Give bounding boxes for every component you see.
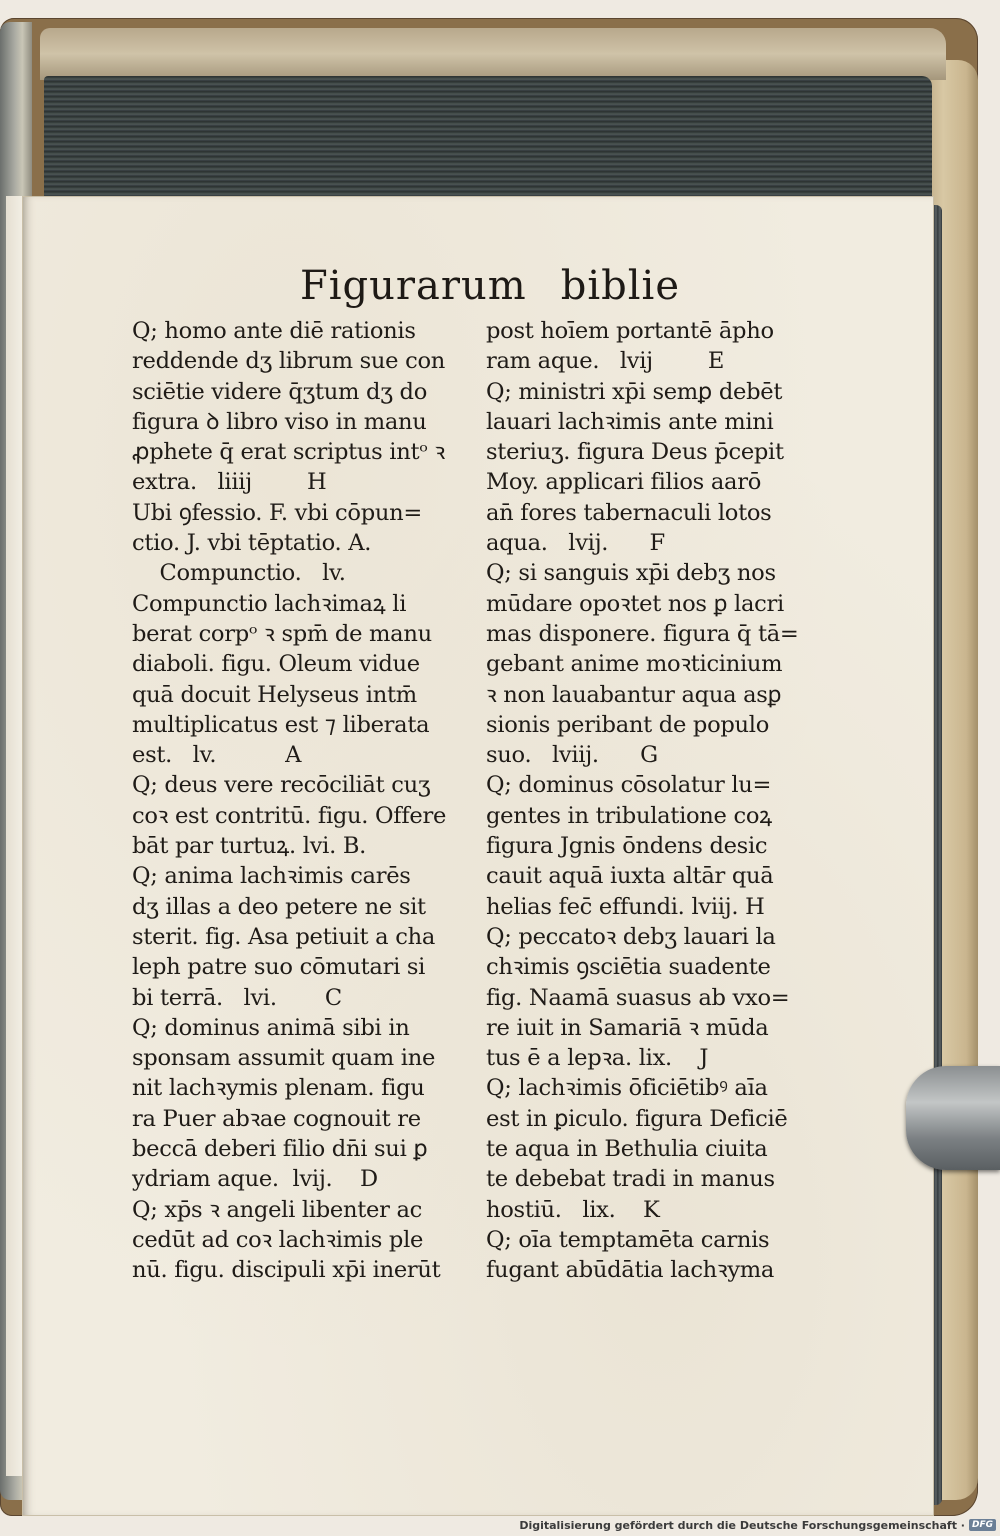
text-line: gentes in tribulatione coꝝ <box>486 802 772 829</box>
text-line: Q; xp̄s ꝛ angeli libenter ac <box>132 1196 422 1223</box>
text-line: te aqua in Bethulia ciuita <box>486 1136 768 1163</box>
text-line: sponsam assumit quam ine <box>132 1045 436 1072</box>
running-head-right: biblie <box>560 263 680 309</box>
left-page-sliver <box>6 196 23 1476</box>
text-line: extra. liiij H <box>132 469 327 496</box>
text-line: berat corpᵒ ꝛ spm̄ de manu <box>132 620 432 647</box>
dfg-logo: DFG <box>969 1519 996 1531</box>
text-line: cauit aquā iuxta altār quā <box>486 863 774 890</box>
text-line: Q; oīa temptamēta carnis <box>486 1226 770 1253</box>
text-line: aqua. lvij. F <box>486 530 665 557</box>
text-line: ydriam aque. lvij. D <box>132 1166 378 1193</box>
text-line: Q; lachꝛimis ōficiētibꝰ aīa <box>486 1075 768 1102</box>
text-line: re iuit in Samariā ꝛ mūda <box>486 1014 769 1041</box>
text-line: leph patre suo cōmutari si <box>132 954 426 981</box>
text-line: helias fec̄ effundi. lviij. H <box>486 893 765 920</box>
footer-credit <box>519 1517 996 1533</box>
text-line: sterit. fig. Asa petiuit a cha <box>132 923 435 950</box>
text-line: Ubi ꝯfessio. F. vbi cōpun= <box>132 499 423 526</box>
text-line: sionis peribant de populo <box>486 711 770 738</box>
text-line: suo. lviij. G <box>486 742 658 769</box>
text-line: Q; si sanguis xp̄i debʒ nos <box>486 560 776 587</box>
text-line: hostiū. lix. K <box>486 1196 660 1223</box>
text-line: fig. Naamā suasus ab vxo= <box>486 984 790 1011</box>
text-line: ram aque. lvij E <box>486 348 725 375</box>
text-line: tus ē a lepꝛa. lix. J <box>486 1045 709 1072</box>
text-line: ra Puer abꝛae cognouit re <box>132 1105 421 1132</box>
text-line: ꝓphete q̄ erat scriptus intᵒ ꝛ <box>132 439 445 466</box>
text-line: ꝛ non lauabantur aqua asꝑ <box>486 681 782 708</box>
text-line: bāt par turtuꝝ. lvi. B. <box>132 833 367 860</box>
text-line: Q; deus vere recōciliāt cuʒ <box>132 772 431 799</box>
text-line: diaboli. figu. Oleum vidue <box>132 651 420 678</box>
text-line: te debebat tradi in manus <box>486 1166 775 1193</box>
right-text-column <box>486 316 799 1286</box>
text-line: reddende dʒ librum sue con <box>132 348 446 375</box>
text-line: Q; dominus cōsolatur lu= <box>486 772 772 799</box>
text-line: post hoīem portantē āpho <box>486 318 774 344</box>
text-line: cedūt ad coꝛ lachꝛimis ple <box>132 1226 424 1253</box>
text-line: chꝛimis ꝯsciētia suadente <box>486 954 771 981</box>
running-head-left: Figurarum <box>300 263 527 309</box>
text-line: figura ꝺ libro viso in manu <box>132 408 427 435</box>
text-line: mūdare opoꝛtet nos ꝑ lacri <box>486 590 784 617</box>
text-line: nū. figu. discipuli xp̄i inerūt <box>132 1257 441 1284</box>
text-line: est in ꝑiculo. figura Deficiē <box>486 1105 788 1132</box>
text-line: beccā deberi filio dn̄i sui ꝑ <box>132 1136 428 1163</box>
running-head <box>300 262 680 310</box>
text-line: Q; peccatoꝛ debʒ lauari la <box>486 923 776 950</box>
text-line: steriuʒ. figura Deus p̄cepit <box>486 439 784 466</box>
text-line: Moy. applicari filios aarō <box>486 469 762 496</box>
text-line: est. lv. A <box>132 742 302 769</box>
page-edges-top <box>44 76 932 196</box>
text-line: an̄ fores tabernaculi lotos <box>486 499 772 526</box>
footer-credit-text: Digitalisierung gefördert durch die Deutsche Forschungsgemeinschaft · <box>519 1518 965 1532</box>
text-line: mas disponere. figura q̄ tā= <box>486 620 799 647</box>
text-line: sciētie videre q̄ʒtum dʒ do <box>132 378 427 405</box>
text-line: ctio. J. vbi tēptatio. A. <box>132 530 372 557</box>
text-line: Compunctio. lv. <box>132 560 346 587</box>
text-line: nit lachꝛymis plenam. figu <box>132 1075 425 1102</box>
text-line: dʒ illas a deo petere ne sit <box>132 893 426 920</box>
metal-clasp <box>906 1066 1000 1170</box>
left-text-column <box>132 316 446 1286</box>
text-line: lauari lachꝛimis ante mini <box>486 408 774 435</box>
top-board-edge <box>40 28 946 80</box>
text-line: figura Jgnis ōndens desic <box>486 833 768 860</box>
text-line: Q; ministri xp̄i semꝑ debēt <box>486 378 783 405</box>
text-line: Compunctio lachꝛimaꝝ li <box>132 590 407 617</box>
text-line: bi terrā. lvi. C <box>132 984 342 1011</box>
text-line: Q; homo ante diē rationis <box>132 318 416 344</box>
text-line: fugant abūdātia lachꝛyma <box>486 1257 775 1284</box>
text-line: multiplicatus est ⁊ liberata <box>132 711 430 738</box>
text-line: quā docuit Helyseus intm̄ <box>132 681 417 708</box>
text-line: coꝛ est contritū. figu. Offere <box>132 802 447 829</box>
text-line: gebant anime moꝛticinium <box>486 651 783 678</box>
text-line: Q; dominus animā sibi in <box>132 1014 410 1041</box>
text-line: Q; anima lachꝛimis carēs <box>132 863 411 890</box>
